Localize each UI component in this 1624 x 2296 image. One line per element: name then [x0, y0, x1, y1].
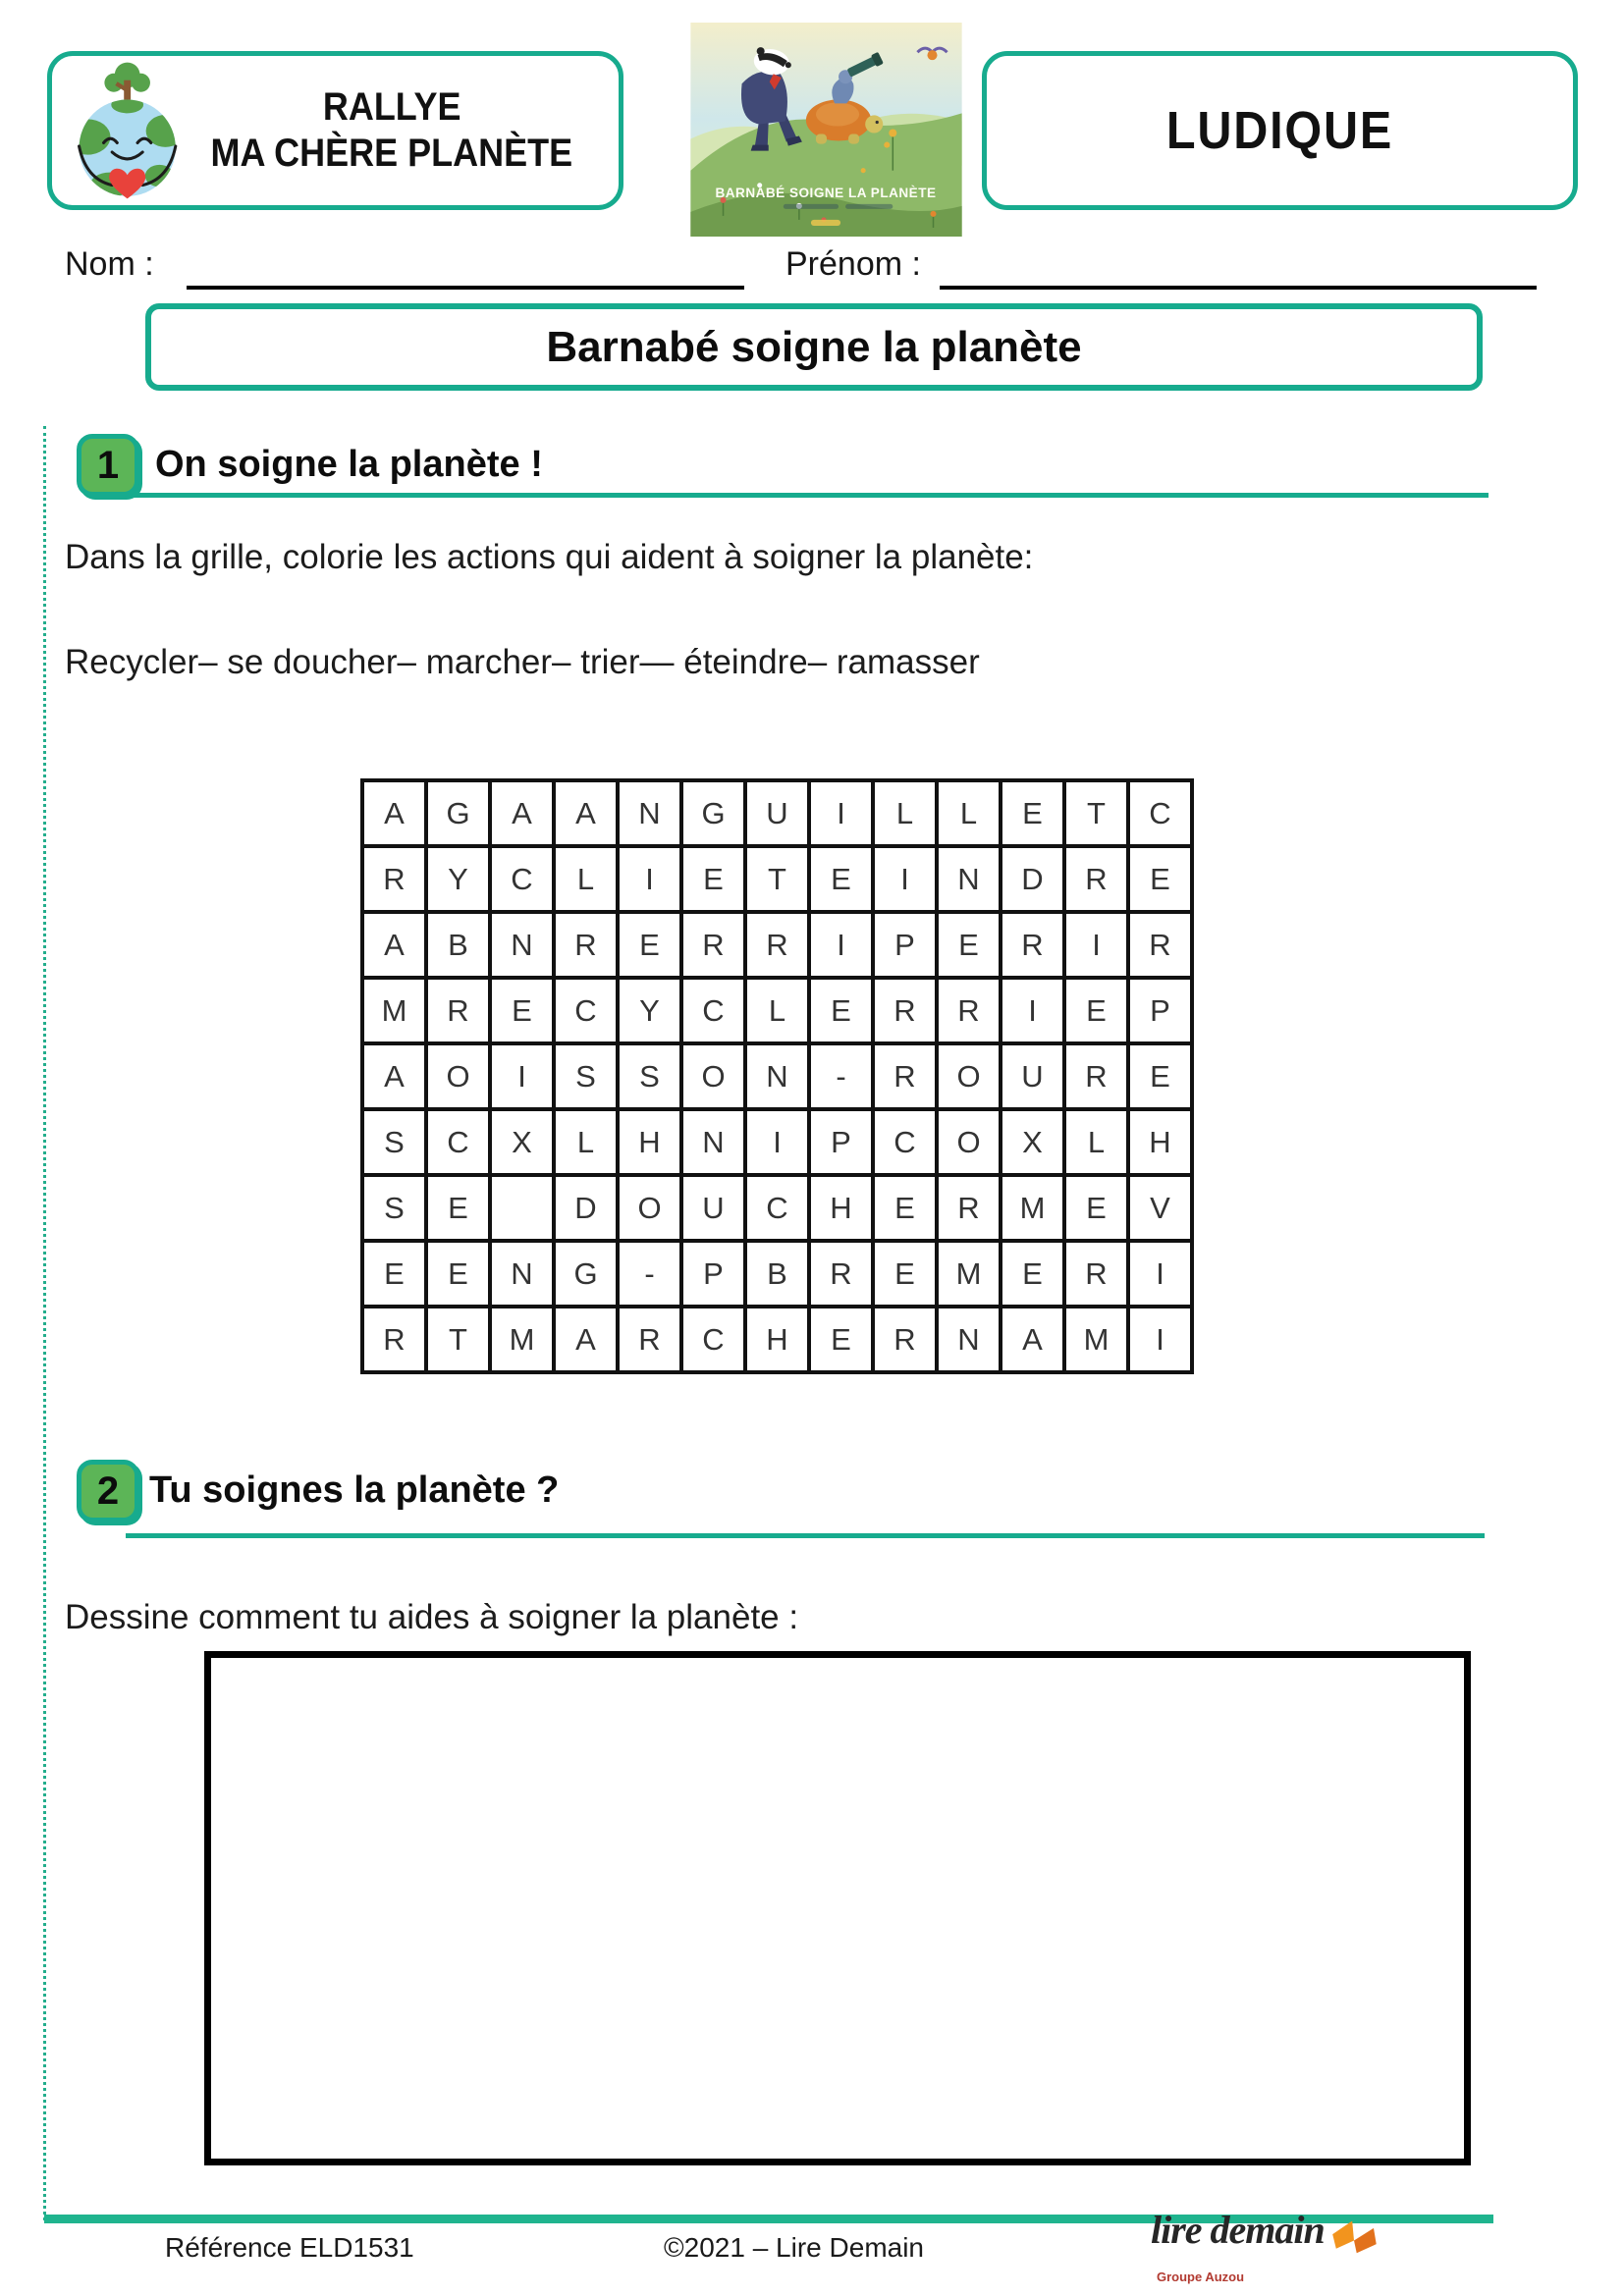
grid-cell[interactable]: T: [1064, 780, 1128, 846]
grid-cell[interactable]: M: [1064, 1307, 1128, 1372]
grid-cell[interactable]: I: [1128, 1241, 1192, 1307]
nom-label: Nom :: [65, 245, 154, 283]
book-cover-title: BARNABÉ SOIGNE LA PLANÈTE: [715, 185, 937, 200]
section2-number-badge: 2: [77, 1460, 139, 1522]
grid-cell[interactable]: I: [745, 1109, 809, 1175]
rally-title: [190, 84, 619, 177]
word-search-grid-body: [362, 780, 1192, 1372]
grid-cell[interactable]: E: [426, 1241, 490, 1307]
grid-cell[interactable]: P: [809, 1109, 873, 1175]
section1-number-badge: 1: [77, 434, 139, 497]
grid-cell[interactable]: T: [745, 846, 809, 912]
grid-cell[interactable]: M: [937, 1241, 1001, 1307]
grid-cell[interactable]: R: [1128, 912, 1192, 978]
grid-cell[interactable]: E: [362, 1241, 426, 1307]
prenom-write-line[interactable]: [940, 286, 1537, 290]
grid-cell[interactable]: L: [937, 780, 1001, 846]
grid-cell[interactable]: D: [554, 1175, 618, 1241]
grid-cell[interactable]: E: [937, 912, 1001, 978]
grid-cell[interactable]: R: [873, 978, 937, 1043]
grid-cell[interactable]: N: [618, 780, 681, 846]
grid-cell[interactable]: I: [1064, 912, 1128, 978]
grid-cell[interactable]: A: [554, 1307, 618, 1372]
grid-row: [362, 1307, 1192, 1372]
grid-cell[interactable]: I: [490, 1043, 554, 1109]
grid-cell[interactable]: P: [873, 912, 937, 978]
grid-cell[interactable]: H: [809, 1175, 873, 1241]
grid-cell[interactable]: E: [873, 1241, 937, 1307]
grid-cell[interactable]: O: [618, 1175, 681, 1241]
grid-cell[interactable]: B: [426, 912, 490, 978]
grid-cell[interactable]: E: [1001, 780, 1064, 846]
grid-cell[interactable]: R: [809, 1241, 873, 1307]
grid-cell[interactable]: R: [681, 912, 745, 978]
grid-cell[interactable]: -: [618, 1241, 681, 1307]
grid-cell[interactable]: A: [362, 1043, 426, 1109]
grid-cell[interactable]: E: [809, 846, 873, 912]
grid-cell[interactable]: S: [362, 1175, 426, 1241]
grid-cell[interactable]: E: [681, 846, 745, 912]
grid-cell[interactable]: R: [745, 912, 809, 978]
prenom-label: Prénom :: [785, 245, 921, 283]
section1-instruction: Dans la grille, colorie les actions qui aident à soigner la planète:: [65, 538, 1034, 576]
grid-cell[interactable]: E: [1128, 846, 1192, 912]
grid-cell[interactable]: I: [618, 846, 681, 912]
open-book-icon: [1328, 2216, 1380, 2256]
category-label: LUDIQUE: [1165, 101, 1394, 160]
grid-cell[interactable]: M: [362, 978, 426, 1043]
grid-cell[interactable]: C: [681, 978, 745, 1043]
publisher-name: lire demain: [1151, 2208, 1325, 2252]
grid-cell[interactable]: G: [681, 780, 745, 846]
grid-row: [362, 780, 1192, 846]
grid-cell[interactable]: X: [490, 1109, 554, 1175]
grid-cell[interactable]: I: [1001, 978, 1064, 1043]
grid-cell[interactable]: I: [809, 912, 873, 978]
book-cover-illustration: [690, 23, 962, 237]
worksheet-title-box: [145, 303, 1483, 391]
grid-cell[interactable]: A: [362, 912, 426, 978]
rally-badge-box: [47, 51, 623, 210]
grid-row: [362, 978, 1192, 1043]
grid-cell[interactable]: E: [490, 978, 554, 1043]
word-search-grid: [360, 778, 1194, 1374]
book-cover-image: [690, 23, 962, 237]
grid-cell[interactable]: D: [1001, 846, 1064, 912]
grid-cell[interactable]: R: [937, 978, 1001, 1043]
grid-cell[interactable]: A: [490, 780, 554, 846]
grid-cell[interactable]: C: [681, 1307, 745, 1372]
grid-cell[interactable]: E: [1001, 1241, 1064, 1307]
footer-reference: Référence ELD1531: [165, 2232, 414, 2263]
grid-cell[interactable]: V: [1128, 1175, 1192, 1241]
grid-cell[interactable]: I: [1128, 1307, 1192, 1372]
grid-row: [362, 912, 1192, 978]
grid-cell[interactable]: L: [554, 846, 618, 912]
section1-heading: On soigne la planète !: [155, 444, 543, 485]
grid-cell[interactable]: N: [745, 1043, 809, 1109]
grid-cell[interactable]: S: [618, 1043, 681, 1109]
grid-cell[interactable]: A: [362, 780, 426, 846]
grid-cell[interactable]: C: [1128, 780, 1192, 846]
grid-cell[interactable]: R: [1064, 1241, 1128, 1307]
grid-cell[interactable]: E: [809, 978, 873, 1043]
grid-cell[interactable]: U: [1001, 1043, 1064, 1109]
grid-cell[interactable]: O: [426, 1043, 490, 1109]
grid-cell[interactable]: L: [745, 978, 809, 1043]
grid-row: [362, 846, 1192, 912]
grid-cell[interactable]: B: [745, 1241, 809, 1307]
grid-cell[interactable]: G: [554, 1241, 618, 1307]
grid-cell[interactable]: R: [1064, 846, 1128, 912]
grid-cell[interactable]: N: [490, 912, 554, 978]
grid-cell[interactable]: R: [426, 978, 490, 1043]
grid-cell[interactable]: P: [1128, 978, 1192, 1043]
grid-cell[interactable]: N: [490, 1241, 554, 1307]
section1-word-list: Recycler– se doucher– marcher– trier— éteindre– ramasser: [65, 643, 980, 681]
grid-cell[interactable]: M: [490, 1307, 554, 1372]
grid-cell[interactable]: L: [873, 780, 937, 846]
publisher-group: Groupe Auzou: [1157, 2269, 1245, 2284]
grid-cell[interactable]: A: [1001, 1307, 1064, 1372]
section2-underline: [126, 1533, 1485, 1538]
grid-cell[interactable]: C: [554, 978, 618, 1043]
grid-cell[interactable]: O: [681, 1043, 745, 1109]
grid-cell[interactable]: E: [1064, 978, 1128, 1043]
grid-row: [362, 1043, 1192, 1109]
grid-cell[interactable]: P: [681, 1241, 745, 1307]
grid-cell[interactable]: R: [1001, 912, 1064, 978]
grid-cell[interactable]: C: [873, 1109, 937, 1175]
grid-cell[interactable]: L: [554, 1109, 618, 1175]
grid-cell[interactable]: E: [426, 1175, 490, 1241]
earth-hug-logo-icon: [64, 56, 190, 205]
grid-cell[interactable]: Y: [618, 978, 681, 1043]
grid-cell[interactable]: C: [745, 1175, 809, 1241]
publisher-logo: [1151, 2209, 1380, 2256]
section2-instruction: Dessine comment tu aides à soigner la planète :: [65, 1598, 799, 1636]
grid-cell[interactable]: H: [745, 1307, 809, 1372]
grid-cell[interactable]: N: [937, 1307, 1001, 1372]
grid-cell[interactable]: E: [1128, 1043, 1192, 1109]
grid-cell[interactable]: -: [809, 1043, 873, 1109]
worksheet-title: Barnabé soigne la planète: [546, 322, 1082, 371]
grid-cell[interactable]: R: [937, 1175, 1001, 1241]
grid-cell[interactable]: T: [426, 1307, 490, 1372]
drawing-box[interactable]: [204, 1651, 1471, 2165]
rally-title-line2: MA CHÈRE PLANÈTE: [210, 132, 573, 175]
grid-cell[interactable]: G: [426, 780, 490, 846]
nom-write-line[interactable]: [187, 286, 744, 290]
grid-cell[interactable]: E: [809, 1307, 873, 1372]
grid-cell[interactable]: R: [362, 846, 426, 912]
grid-cell[interactable]: R: [554, 912, 618, 978]
grid-cell[interactable]: N: [937, 846, 1001, 912]
grid-cell[interactable]: C: [426, 1109, 490, 1175]
grid-cell[interactable]: E: [873, 1175, 937, 1241]
grid-cell[interactable]: R: [873, 1307, 937, 1372]
grid-row: [362, 1109, 1192, 1175]
grid-cell[interactable]: O: [937, 1043, 1001, 1109]
grid-cell[interactable]: U: [745, 780, 809, 846]
grid-cell[interactable]: H: [618, 1109, 681, 1175]
grid-cell[interactable]: X: [1001, 1109, 1064, 1175]
grid-cell[interactable]: E: [1064, 1175, 1128, 1241]
grid-cell[interactable]: E: [618, 912, 681, 978]
grid-cell[interactable]: R: [362, 1307, 426, 1372]
grid-cell[interactable]: S: [554, 1043, 618, 1109]
grid-cell[interactable]: I: [809, 780, 873, 846]
rally-title-line1: RALLYE: [322, 84, 461, 129]
grid-cell[interactable]: H: [1128, 1109, 1192, 1175]
section1-underline: [110, 493, 1489, 498]
grid-cell[interactable]: I: [873, 846, 937, 912]
left-dotted-rule: [43, 426, 46, 2220]
category-box: [982, 51, 1578, 210]
grid-cell[interactable]: R: [1064, 1043, 1128, 1109]
grid-cell[interactable]: [490, 1175, 554, 1241]
grid-row: [362, 1175, 1192, 1241]
section2-heading: Tu soignes la planète ?: [149, 1469, 560, 1511]
grid-cell[interactable]: Y: [426, 846, 490, 912]
grid-cell[interactable]: L: [1064, 1109, 1128, 1175]
grid-cell[interactable]: C: [490, 846, 554, 912]
grid-cell[interactable]: N: [681, 1109, 745, 1175]
footer-copyright: ©2021 – Lire Demain: [664, 2232, 925, 2263]
grid-cell[interactable]: R: [618, 1307, 681, 1372]
grid-cell[interactable]: M: [1001, 1175, 1064, 1241]
grid-cell[interactable]: S: [362, 1109, 426, 1175]
grid-cell[interactable]: U: [681, 1175, 745, 1241]
grid-cell[interactable]: R: [873, 1043, 937, 1109]
grid-row: [362, 1241, 1192, 1307]
grid-cell[interactable]: A: [554, 780, 618, 846]
grid-cell[interactable]: O: [937, 1109, 1001, 1175]
